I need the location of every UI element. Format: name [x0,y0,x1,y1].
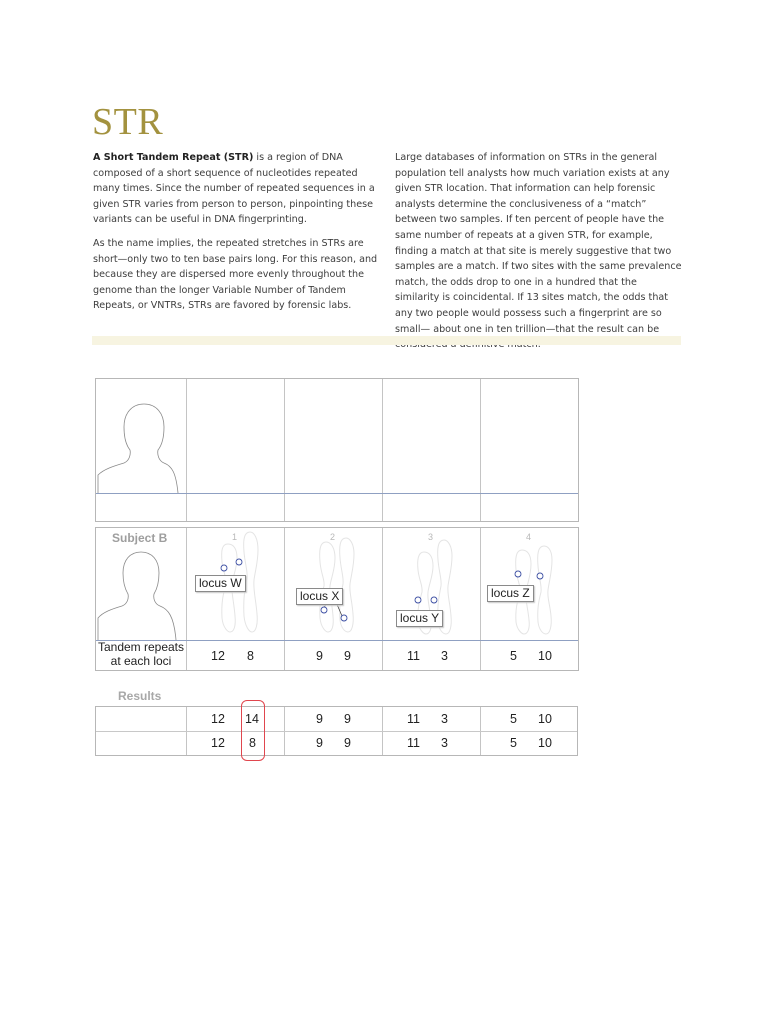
chromosome-number-3: 3 [428,532,434,542]
result-value: 12 [211,712,225,726]
str-term: A Short Tandem Repeat (STR) [93,152,254,163]
person-silhouette-icon [96,379,186,493]
column-divider [186,528,187,670]
repeat-value: 12 [211,649,225,663]
column-divider [382,528,383,670]
result-value: 10 [538,712,552,726]
row-divider [96,731,577,732]
result-value: 3 [441,736,448,750]
repeat-value: 11 [407,649,420,663]
result-value: 9 [316,712,323,726]
chromosome-pair-2-icon [306,528,366,638]
left-paragraph-1 [93,150,385,228]
locus-x-label: locus X [296,588,343,605]
results-label: Results [118,689,162,703]
repeat-value: 10 [538,649,552,663]
chromosome-number-4: 4 [526,532,532,542]
column-divider [480,528,481,670]
result-value: 5 [510,712,517,726]
result-value: 14 [245,712,259,726]
tandem-repeats-caption: Tandem repeats at each loci [97,640,185,668]
column-divider [284,528,285,670]
caption-rule [96,493,578,494]
result-value: 12 [211,736,225,750]
column-divider [382,379,383,521]
result-value: 9 [316,736,323,750]
result-value: 9 [344,712,351,726]
right-column [395,150,683,361]
result-value: 11 [407,736,420,750]
repeat-value: 8 [247,649,254,663]
locus-z-label: locus Z [487,585,534,602]
column-divider [480,379,481,521]
result-value: 10 [538,736,552,750]
subject-b-label: Subject B [112,531,168,545]
result-value: 5 [510,736,517,750]
result-value: 11 [407,712,420,726]
chromosome-number-1: 1 [232,532,238,542]
subject-b-panel [95,527,579,671]
repeat-value: 5 [510,649,517,663]
right-paragraph-1: Large databases of information on STRs in the general population tell analysts how much variation exists at any given STR location. That information can help forensic analysts determine the conclusiveness of a “match” between two samples. If ten percent of people have the same number of repeats at a given STR, for example, finding a match at that site is merely suggestive that two samples are a match. If two sites with the same prevalence match, the odds drop to one in a hundred that the similarity is coincidental. If 13 sites match, the odds that any two people would possess such a fingerprint are so small— about one in ten trillion—that the result can be [395,152,682,335]
left-column [93,150,385,322]
chromosome-number-2: 2 [330,532,336,542]
result-value: 3 [441,712,448,726]
locus-w-label: locus W [195,575,246,592]
subject-a-panel [95,378,579,522]
column-divider [186,379,187,521]
result-value: 9 [344,736,351,750]
chromosome-pair-4-icon [502,528,562,638]
left-paragraph-1-text: is a region of DNA composed of a short sequence of nucleotides repeated many times. Since the number of repeated sequences in a given STR varies from person to person, pinpointing these variants can be useful in DNA fingerprinting. [93,152,375,226]
repeat-value: 3 [441,649,448,663]
section-divider-band [92,336,681,345]
repeat-value: 9 [344,649,351,663]
results-table [95,706,578,756]
left-paragraph-2: As the name implies, the repeated stretches in STRs are short—only two to ten base pairs long. For this reason, and because they are dispersed more evenly throughout the genome than the longer Variable Number of Tandem Repeats, or VNTRs, STRs are favored by forensic labs. [93,237,378,312]
mismatch-highlight [241,700,265,761]
page-title: STR [92,101,164,143]
repeat-value: 9 [316,649,323,663]
result-value: 8 [249,736,256,750]
person-silhouette-icon [96,528,186,640]
locus-y-label: locus Y [396,610,443,627]
column-divider [284,379,285,521]
